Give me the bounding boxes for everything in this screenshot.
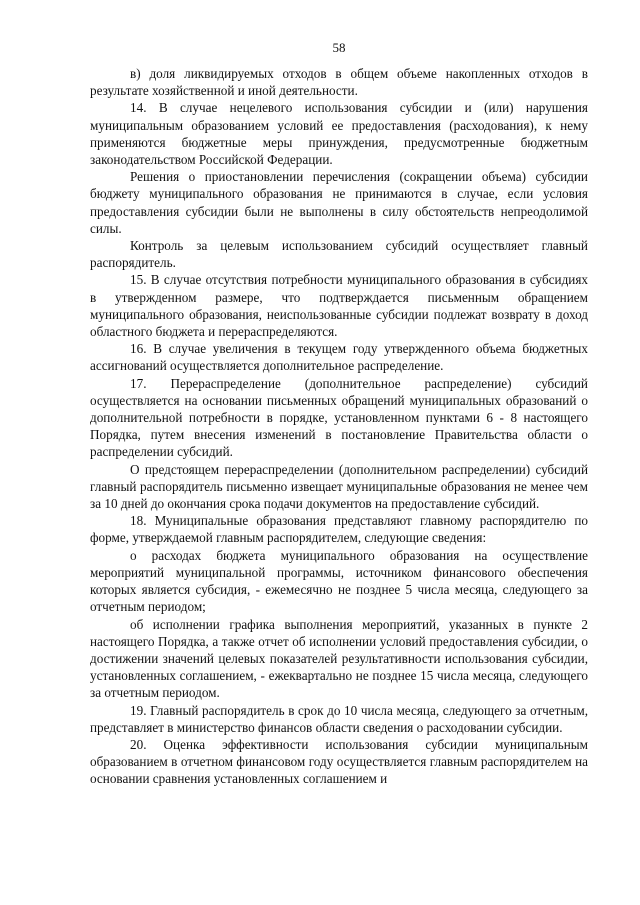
paragraph-expenses-report: о расходах бюджета муниципального образования на осуществление мероприятий муниципальной программы, источником финансового обеспечения которых является субсидия, - ежемесячно не позднее 5 числа месяца, следующего за отчетным периодом; [90,547,588,615]
paragraph-16-increase: 16. В случае увеличения в текущем году утвержденного объема бюджетных ассигнований осуществляется дополнительное распределение. [90,341,588,374]
paragraph-v-waste-share: в) доля ликвидируемых отходов в общем объеме накопленных отходов в результате хозяйственной и иной деятельности. [90,66,588,99]
page-number: 58 [332,40,346,55]
paragraph-schedule-report: об исполнении графика выполнения мероприятий, указанных в пункте 2 настоящего Порядка, а также отчет об исполнении условий предоставления субсидии, о достижении значений целевых показателей результативности использования субсидии, установленных соглашением, - ежеквартально не позднее 15 числа месяца, следующего за отчетным периодом. [90,616,588,701]
paragraph-20-efficiency: 20. Оценка эффективности использования субсидии муниципальным образованием в отчетном финансовом году осуществляется главным распорядителем на основании сравнения установленных соглашением и [90,736,588,787]
paragraph-17-redistribution: 17. Перераспределение (дополнительное распределение) субсидий осуществляется на основании письменных обращений муниципальных образований о дополнительной потребности в порядке, установленном пунктами 6 - 8 настоящего Порядка, путем внесения изменений в постановление Правительства области о распределении субсидий. [90,375,588,460]
paragraph-15-no-need: 15. В случае отсутствия потребности муниципального образования в субсидиях в утвержденном размере, что подтверждается письменным обращением муниципального образования, неиспользованные субсидии подлежат возврату в доход областного бюджета и перераспределяются. [90,272,588,340]
paragraph-14-misuse: 14. В случае нецелевого использования субсидии и (или) нарушения муниципальным образованием условий ее предоставления (расходования), к нему применяются бюджетные меры принуждения, предусмотренные бюджетным законодательством Российской Федерации. [90,100,588,168]
paragraph-19-ministry: 19. Главный распорядитель в срок до 10 числа месяца, следующего за отчетным, представляет в министерство финансов области сведения о расходовании субсидии. [90,702,588,735]
paragraph-control: Контроль за целевым использованием субсидий осуществляет главный распорядитель. [90,238,588,271]
paragraph-suspension-decisions: Решения о приостановлении перечисления (сокращении объема) субсидии бюджету муниципального образования не принимаются в случае, если условия предоставления субсидии были не выполнены в силу обстоятельств непреодолимой силы. [90,169,588,236]
paragraph-18-reporting: 18. Муниципальные образования представляют главному распорядителю по форме, утверждаемой главным распорядителем, следующие сведения: [90,513,588,546]
paragraph-redistribution-notice: О предстоящем перераспределении (дополнительном распределении) субсидий главный распорядитель письменно извещает муниципальные образования не менее чем за 10 дней до окончания срока подачи документов на предоставление субсидий. [90,461,588,512]
